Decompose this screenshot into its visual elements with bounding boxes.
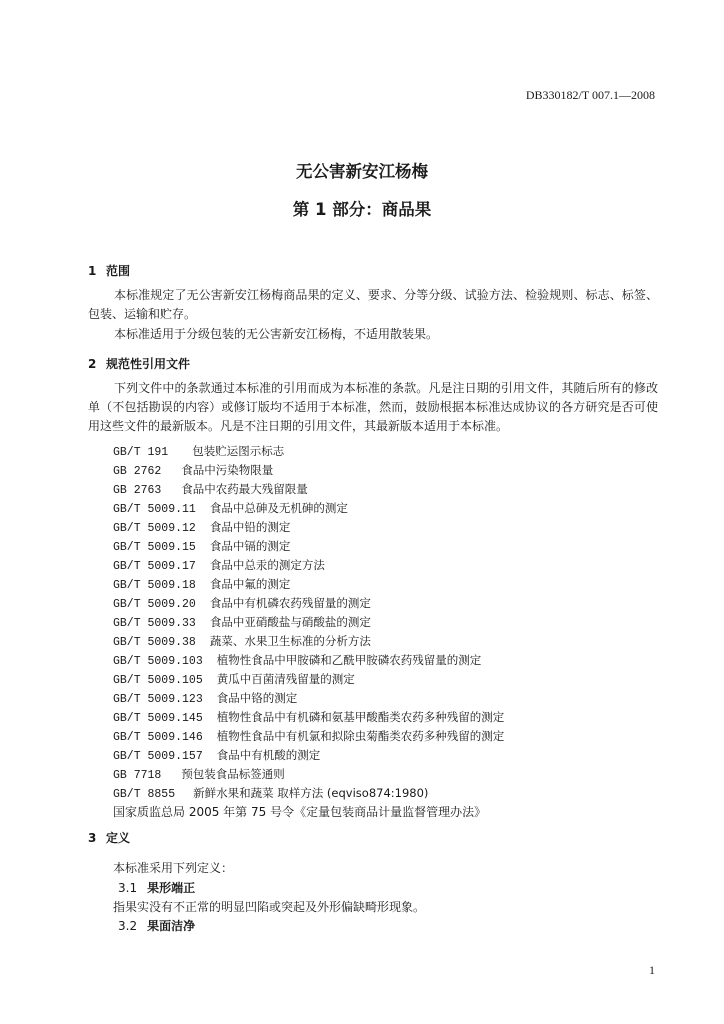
reference-item: GB/T 5009.103 植物性食品中甲胺磷和乙酰甲胺磷农药残留量的测定 [113, 653, 482, 668]
definition-3-1-text: 指果实没有不正常的明显凹陷或突起及外形偏缺畸形现象。 [113, 900, 426, 914]
reference-item: GB/T 5009.146 植物性食品中有机氯和拟除虫菊酯类农药多种残留的测定 [113, 729, 505, 744]
decree-reference: 国家质监总局 2005 年第 75 号令《定量包装商品计量监督管理办法》 [113, 805, 487, 819]
section-number: 1 [88, 264, 97, 278]
reference-item: GB 2763 食品中农药最大残留限量 [113, 482, 308, 497]
definition-3-1-heading: 3.1 果形端正 [118, 881, 196, 895]
section-2-heading [88, 355, 190, 372]
reference-item: GB/T 5009.11 食品中总砷及无机砷的测定 [113, 501, 348, 516]
section-1-heading [88, 262, 130, 279]
references-intro: 下列文件中的条款通过本标准的引用而成为本标准的条款。凡是注日期的引用文件，其随后所有的修改单（不包括勘误的内容）或修订版均不适用于本标准，然而，鼓励根据本标准达成协议的各方研究是否可使用这些文件的最新版本。凡是不注日期的引用文件，其最新版本适用于本标准。 [88, 381, 658, 433]
reference-item: GB/T 5009.12 食品中铅的测定 [113, 520, 291, 535]
reference-item: GB/T 5009.15 食品中镉的测定 [113, 539, 291, 554]
reference-item: GB/T 5009.33 食品中亚硝酸盐与硝酸盐的测定 [113, 615, 371, 630]
document-title: 无公害新安江杨梅 [296, 162, 428, 181]
reference-item: GB/T 5009.105 黄瓜中百菌清残留量的测定 [113, 672, 355, 687]
reference-item: GB/T 5009.145 植物性食品中有机磷和氨基甲酸酯类农药多种残留的测定 [113, 710, 505, 725]
document-subtitle: 第 1 部分：商品果 [292, 200, 432, 219]
reference-item: GB/T 8855 新鲜水果和蔬菜 取样方法 (eqviso874:1980) [113, 786, 429, 801]
reference-item: GB/T 5009.18 食品中氟的测定 [113, 577, 291, 592]
definition-3-2-heading: 3.2 果面洁净 [118, 919, 196, 933]
section-3-heading [88, 829, 130, 846]
scope-paragraph-1: 本标准规定了无公害新安江杨梅商品果的定义、要求、分等分级、试验方法、检验规则、标志、标签、包装、运输和贮存。 [88, 288, 658, 321]
page-number: 1 [649, 963, 655, 977]
section-title: 定义 [106, 831, 131, 845]
section-number: 2 [88, 357, 97, 371]
reference-item: GB/T 5009.38 蔬菜、水果卫生标准的分析方法 [113, 634, 371, 649]
definitions-intro: 本标准采用下列定义： [113, 861, 234, 875]
reference-item: GB 2762 食品中污染物限量 [113, 463, 274, 478]
section-title: 范围 [106, 264, 131, 278]
section-number: 3 [88, 831, 97, 845]
reference-item: GB/T 5009.17 食品中总汞的测定方法 [113, 558, 325, 573]
reference-item: GB/T 5009.157 食品中有机酸的测定 [113, 748, 321, 763]
reference-item: GB/T 5009.123 食品中铬的测定 [113, 691, 298, 706]
reference-item: GB/T 191 包装贮运图示标志 [113, 444, 285, 459]
scope-paragraph-2: 本标准适用于分级包装的无公害新安江杨梅，不适用散装果。 [114, 327, 439, 341]
section-title: 规范性引用文件 [106, 357, 191, 371]
reference-item: GB/T 5009.20 食品中有机磷农药残留量的测定 [113, 596, 371, 611]
standard-code: DB330182/T 007.1—2008 [525, 88, 655, 102]
reference-item: GB 7718 预包装食品标签通则 [113, 767, 285, 782]
